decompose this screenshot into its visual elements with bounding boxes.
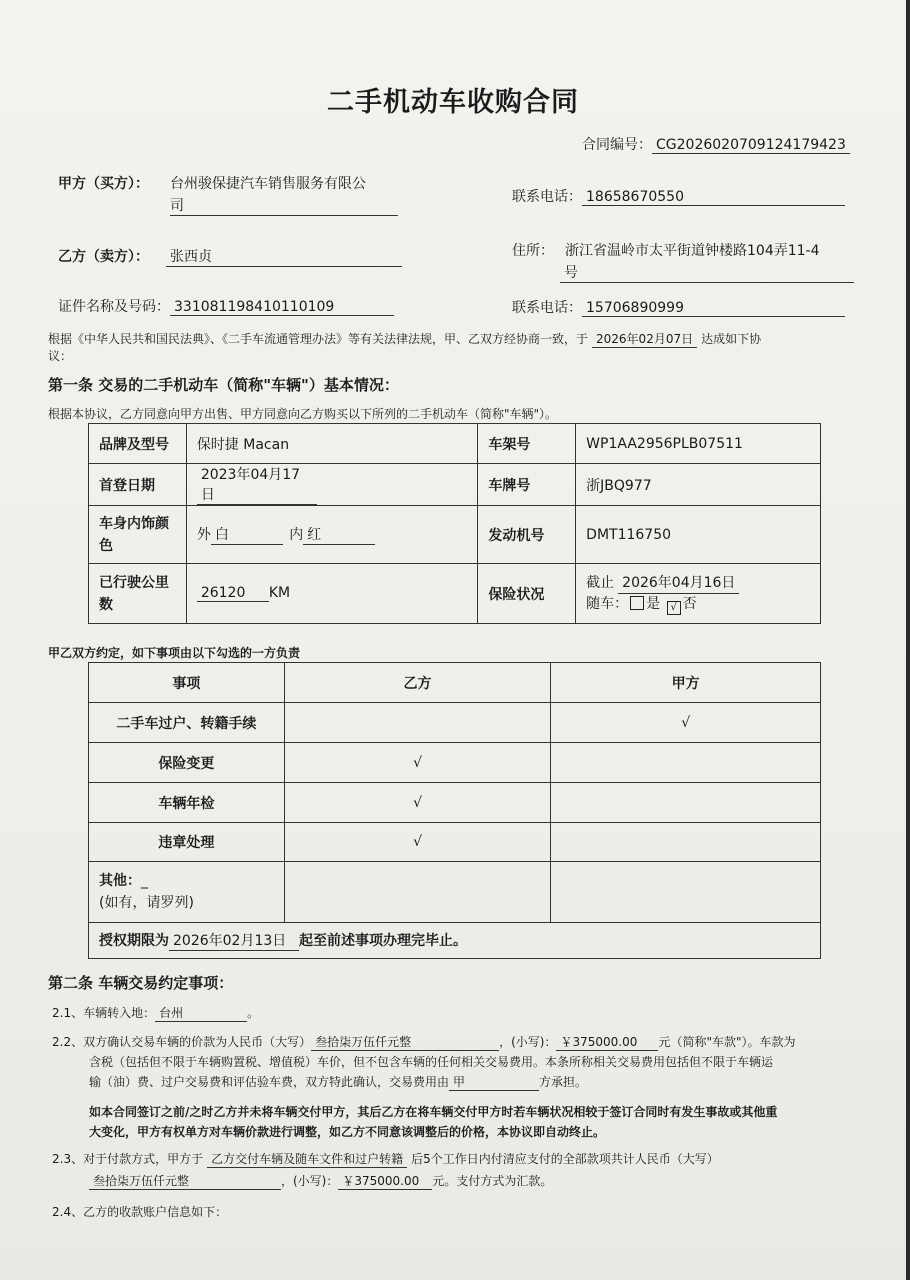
insurance-label: 保险状况	[478, 564, 576, 624]
party-b-phone	[512, 297, 845, 317]
preamble-line2: 议：	[48, 349, 73, 363]
color-label	[89, 506, 187, 564]
insurance-until: 2026年04月16日	[618, 573, 739, 594]
deadline-date: 2026年02月13日	[169, 930, 299, 951]
vehicle-row	[89, 506, 821, 564]
vehicle-row	[89, 424, 821, 464]
duties-intro: 甲乙双方约定，如下事项由以下勾选的一方负责	[48, 646, 301, 660]
mileage-label-line1: 已行驶公里	[99, 574, 169, 591]
clause-2-1	[52, 1004, 259, 1022]
party-b-phone-label: 联系电话：	[512, 300, 582, 316]
duty-item: 违章处理	[89, 823, 285, 862]
mileage-cell	[186, 564, 478, 624]
reg-date-label: 首登日期	[89, 464, 187, 506]
color-label-line2: 色	[99, 537, 113, 554]
duty-other-value: _	[141, 873, 148, 889]
agreement-date: 2026年02月07日	[592, 330, 697, 348]
clause-2-2-line2: 含税（包括但不限于车辆购置税、增值税）车价，但不包含车辆的任何相关交易费用。本条所称相关交易费用包括但不限于车辆运	[89, 1055, 774, 1069]
party-a-label: 甲方（买方）：	[58, 176, 149, 192]
clause-text-end: 元（简称"车款"）。车款为	[658, 1035, 796, 1049]
duty-other-cell	[89, 862, 285, 923]
party-b-address-label: 住所：	[512, 243, 554, 259]
duty-party-a	[551, 823, 821, 862]
duty-party-a	[551, 783, 821, 823]
transfer-location: 台州	[155, 1004, 247, 1022]
price-in-words: 叁拾柒万伍仟元整	[311, 1033, 499, 1051]
preamble-text-end: 达成如下协	[701, 332, 762, 346]
party-b-id-label: 证件名称及号码：	[58, 299, 170, 315]
color-cell	[186, 506, 478, 564]
duties-header	[89, 663, 821, 703]
insurance-with-car-label: 随车：	[586, 595, 629, 612]
engine-value: DMT116750	[576, 506, 821, 564]
clause-text-end: 后5个工作日内付清应支付的全部款项共计人民币（大写）	[411, 1152, 719, 1166]
party-a-phone-label: 联系电话：	[512, 189, 582, 205]
duty-party-a	[551, 743, 821, 783]
brand-label: 品牌及型号	[89, 424, 187, 464]
duty-other-label: 其他：	[99, 873, 141, 889]
mileage-label	[89, 564, 187, 624]
clause-text: 车辆转入地：	[83, 1006, 156, 1020]
duty-party-b: √	[284, 743, 551, 783]
clause-2-2-line3	[89, 1073, 587, 1091]
payment-in-words: 叁拾柒万伍仟元整	[89, 1172, 281, 1190]
insurance-cell	[576, 564, 821, 624]
payment-amount: ￥375000.00	[338, 1172, 432, 1190]
exterior-prefix: 外	[196, 527, 211, 543]
mileage-value: 26120	[197, 585, 269, 602]
vin-label: 车架号	[478, 424, 576, 464]
party-b-name: 张西贞	[166, 246, 402, 267]
duty-row	[89, 783, 821, 823]
contract-no-value: CG2026020709124179423	[652, 137, 850, 154]
article1-heading: 第一条 交易的二手机动车（简称"车辆"）基本情况：	[48, 376, 399, 394]
exterior-color: 白	[211, 524, 283, 545]
deadline-pre: 授权期限为	[99, 933, 169, 949]
duty-item: 车辆年检	[89, 783, 285, 823]
clause-text-mid: ，(小写)：	[281, 1174, 339, 1188]
vehicle-row	[89, 564, 821, 624]
party-b-id	[58, 296, 394, 316]
insurance-until-prefix: 截止	[586, 574, 615, 591]
duty-deadline-row	[89, 923, 821, 959]
clause-2-2-line1	[52, 1033, 796, 1051]
brand-value: 保时捷 Macan	[186, 424, 478, 464]
mileage-label-line2: 数	[99, 596, 113, 613]
option-no-label: 否	[682, 595, 697, 612]
col-party-b: 乙方	[284, 663, 551, 703]
clause-number: 2.3、	[52, 1152, 84, 1166]
party-b-label: 乙方（卖方）：	[58, 249, 149, 265]
article2-heading: 第二条 车辆交易约定事项：	[48, 974, 234, 992]
duty-party-b: √	[284, 783, 551, 823]
reg-date-cell	[186, 464, 478, 506]
duty-deadline	[89, 923, 821, 959]
party-b-phone-value: 15706890999	[582, 300, 845, 317]
reg-date-value: 2023年04月17日	[197, 464, 317, 505]
duty-row	[89, 823, 821, 862]
contract-no-label: 合同编号：	[582, 137, 652, 153]
party-b-address-line1: 浙江省温岭市太平街道钟楼路104弄11-4	[565, 243, 820, 259]
contract-title: 二手机动车收购合同	[327, 87, 579, 118]
interior-prefix: 内	[289, 527, 304, 543]
color-label-line1: 车身内饰颜	[99, 515, 169, 532]
party-a-name-line1: 台州骏保捷汽车销售服务有限公	[170, 176, 366, 192]
plate-label: 车牌号	[478, 464, 576, 506]
adjustment-clause-line1: 如本合同签订之前/之时乙方并未将车辆交付甲方，其后乙方在将车辆交付甲方时若车辆状况相较于签订合同时有发生事故或其他重	[89, 1105, 778, 1119]
duty-other-note: (如有，请罗列)	[99, 895, 194, 911]
duty-row	[89, 743, 821, 783]
mileage-unit: KM	[268, 585, 291, 601]
duty-party-a: √	[551, 703, 821, 743]
party-b-address-line2: 号	[560, 262, 854, 283]
clause-text-end: 元。支付方式为汇款。	[432, 1174, 553, 1188]
contract-no	[582, 134, 850, 154]
duties-table	[88, 662, 821, 959]
interior-color: 红	[303, 524, 375, 545]
duty-other-row	[89, 862, 821, 923]
price-amount: ￥375000.00	[556, 1033, 658, 1051]
preamble-line1	[48, 330, 761, 348]
clause-text-end: 方承担。	[539, 1075, 588, 1089]
clause-2-3-line2	[89, 1172, 552, 1190]
clause-2-4	[52, 1203, 227, 1220]
clause-text: 双方确认交易车辆的价款为人民币（大写）	[83, 1035, 312, 1049]
col-item: 事项	[89, 663, 285, 703]
article1-intro: 根据本协议，乙方同意向甲方出售、甲方同意向乙方购买以下所列的二手机动车（简称"车辆"）。	[48, 407, 558, 421]
vehicle-row	[89, 464, 821, 506]
duty-item: 二手车过户、转籍手续	[89, 703, 285, 743]
checkbox-yes	[630, 596, 644, 610]
fee-party: 甲	[449, 1073, 539, 1091]
duty-party-b	[284, 703, 551, 743]
clause-2-3-line1	[52, 1150, 719, 1168]
clause-number: 2.2、	[52, 1035, 84, 1049]
col-party-a: 甲方	[551, 663, 821, 703]
adjustment-clause-line2: 大变化，甲方有权单方对车辆价款进行调整，如乙方不同意该调整后的价格，本协议即自动终止。	[89, 1125, 606, 1139]
clause-end: 。	[247, 1006, 260, 1020]
preamble-text: 根据《中华人民共和国民法典》、《二手车流通管理办法》等有关法律法规，甲、乙双方经协商一致，于	[48, 332, 589, 346]
duty-row	[89, 703, 821, 743]
party-a-phone	[512, 186, 845, 206]
clause-text: 输（油）费、过户交易费和评估验车费，双方特此确认，交易费用由	[89, 1075, 450, 1089]
party-a-name-line2: 司	[170, 195, 398, 216]
checkbox-no: √	[667, 601, 681, 615]
vin-value: WP1AA2956PLB07511	[576, 424, 821, 464]
clause-number: 2.4、	[52, 1205, 84, 1219]
clause-text: 对于付款方式，甲方于	[83, 1152, 204, 1166]
option-yes-label: 是	[646, 595, 661, 612]
clause-text: 乙方的收款账户信息如下：	[83, 1205, 228, 1219]
duty-party-b: √	[284, 823, 551, 862]
plate-value: 浙JBQ977	[576, 464, 821, 506]
party-a-phone-value: 18658670550	[582, 189, 845, 206]
vehicle-info-table	[88, 423, 821, 624]
clause-number: 2.1、	[52, 1006, 84, 1020]
engine-label: 发动机号	[478, 506, 576, 564]
party-b-id-value: 331081198410110109	[170, 299, 394, 316]
deadline-post: 起至前述事项办理完毕止。	[299, 933, 467, 949]
duty-item: 保险变更	[89, 743, 285, 783]
payment-condition: 乙方交付车辆及随车文件和过户转籍	[207, 1150, 407, 1168]
duty-other-party-a	[551, 862, 821, 923]
clause-text-mid: ，(小写)：	[499, 1035, 557, 1049]
duty-other-party-b	[284, 862, 551, 923]
